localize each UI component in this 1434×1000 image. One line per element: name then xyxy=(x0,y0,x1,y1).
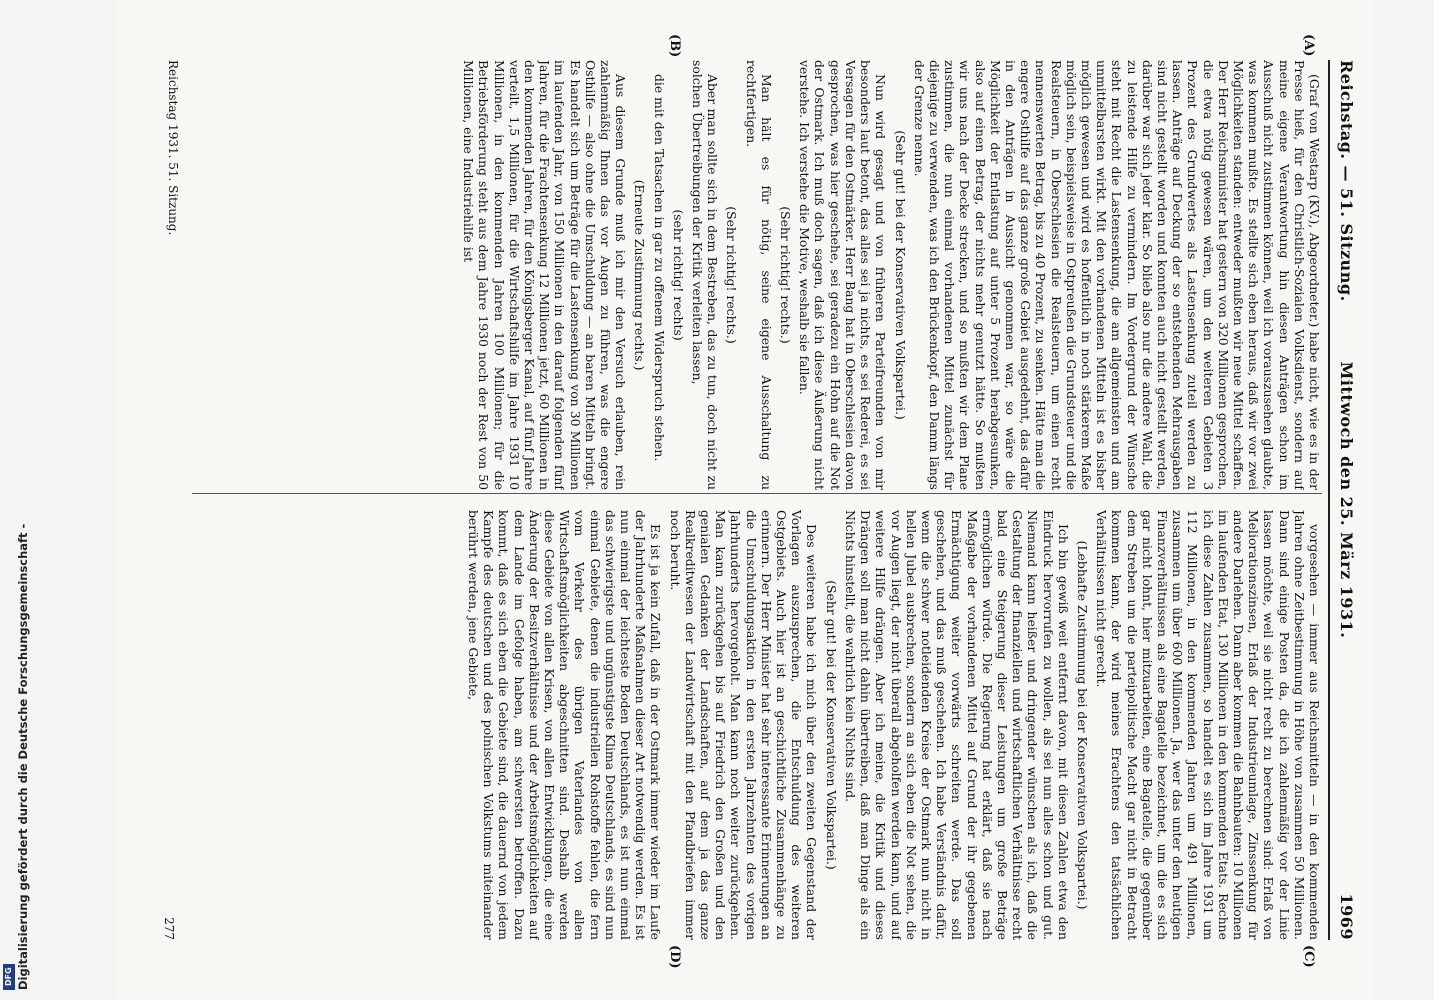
column-divider xyxy=(192,493,1322,494)
header-session: Reichstag. — 51. Sitzung. xyxy=(1337,60,1356,302)
dfg-logo-icon: DFG xyxy=(3,964,15,990)
interjection: (Lebhafte Zustimmung bei der Konservativen Volkspartei.) xyxy=(1074,540,1090,910)
paragraph: Ich bin gewiß weit entfernt davon, mit diesen Zahlen etwa den Eindruck hervorrufen zu wollen, als sei nun alles schon und gut. Niemand kann heißer und dringender wünschen als ich, daß die Gestaltung der finanziellen und wirtschaftlichen Verhältnisse recht bald eine Steigerung dieser Leistungen um große Beträge ermöglichen würde. Die Regierung hat erklärt, daß sie nach Maßgabe der vorhandenen Mittel auf Grund der ihr gegebenen Ermächtigung weiter vorwärts schreiten werde. Das soll geschehen, und das muß geschehen. Ich habe Verständnis dafür, wenn die schwer notleidenden Kreise der Ostmark nun nicht in hellen Jubel ausbrechen, sondern an sich eben die Not sehen, die vor Augen liegt, der nicht überall abgeholfen werden kann, und auf weitere Hilfe drängen. Aber ich meine, die Kritik und dieses Drängen soll man nicht dahin übertreiben, daß man Dinge als ein Nichts hinstellt, die wahrlich kein Nichts sind. xyxy=(842,510,1071,940)
paragraph: Des weiteren habe ich mich über den zweiten Gegenstand der Vorlagen auszusprechen, die Entschuldung des weiteren Ostgebiets. Auch hier ist an geschichtliche Zusammenhänge zu erinnern. Der Herr Minister hat sehr interessante Erinnerungen an die Umschuldungsaktion in den ersten Jahrzehnten des vorigen Jahrhunderts hervorgeholt. Man kann noch weiter zurückgehen. Man kann zurückgehen bis auf Friedrich den Großen und den genialen Gedanken der Landschaften, auf dem ja das ganze Realkreditwesen der Landwirtschaft mit den Pfandbriefen immer noch beruht. xyxy=(667,510,820,940)
footer-session: Reichstag 1931. 51. Sitzung. xyxy=(166,60,180,236)
right-column xyxy=(192,510,1322,940)
footer-sheet-number: 277 xyxy=(162,917,176,940)
document-page xyxy=(117,0,1372,1000)
interjection: (Sehr richtig! rechts.) xyxy=(778,206,794,344)
interjection: (Erneute Zustimmung rechts.) xyxy=(632,179,648,371)
page-header xyxy=(1332,60,1356,940)
left-column xyxy=(192,60,1322,490)
paragraph: Man hält es für nötig, seine eigene Ausschaltung zu rechtfertigen. xyxy=(743,60,774,490)
margin-mark-a: (A) xyxy=(1301,34,1316,57)
margin-mark-b: (B) xyxy=(667,34,682,58)
margin-mark-c: (C) xyxy=(1301,945,1316,968)
paragraph: die mit den Tatsachen in gar zu offenem Widerspruch stehen. xyxy=(651,74,667,462)
digitization-sidebar xyxy=(0,0,30,1000)
paragraph: Aber man sollte sich in dem Bestreben, das zu tun, doch nicht zu solchen Übertreibungen der Kritik verleiten lassen, xyxy=(690,60,721,490)
paragraph: Es ist ja kein Zufall, daß in der Ostmark immer wieder im Laufe der Jahrhunderte Maßnahmen dieser Art notwendig werden. Es ist nun einmal der leichteste Boden Deutschlands, es ist nun einmal das schwierigste und ungünstigste Klima Deutschlands, es sind nun einmal Gebiete, denen die industriellen Rohstoffe fehlen, die fern vom Verkehr des übrigen Vaterlandes von allen Wirtschaftsmöglichkeiten abgeschnitten sind. Deshalb werden diese Gebiete von allen Krisen, von allen Entwicklungen, die eine Änderung der Besitzverhältnisse und der Arbeitsmöglichkeiten auf dem Lande im Gefolge haben, am schwersten betroffen. Dazu kommt, daß es sich eben die Gebiete sind, die dauernd von jedem Kampfe des deutschen und des polnischen Volkstums miteinander berührt werden, jene Gebiete, xyxy=(466,510,664,940)
header-page-number: 1969 xyxy=(1337,893,1356,940)
header-rule xyxy=(1328,60,1330,940)
interjection: (Sehr richtig! rechts.) xyxy=(724,206,740,344)
interjection: (sehr richtig! rechts) xyxy=(670,209,686,341)
paragraph: (Graf von Westarp (KV.), Abgeordneter.) habe nicht, wie es in der Presse hieß, für den Christlich-Sozialen Volksdienst, sondern auf meine eigene Verantwortung hin diesen Anträgen schon im Ausschuß nicht zustimmen können, weil ich vorauszusehen glaubte, was kommen mußte. Es stellte sich eben heraus, daß wir vor zwei Möglichkeiten standen: entweder mußten wir neue Mittel schaffen. Der Herr Reichsminister hat gestern von 320 Millionen gesprochen, die etwa nötig gewesen wären, um den weiteren Gebieten 3 Prozent des Grundwertes als Lastensenkung zuteil werden zu lassen. Anträge auf Deckung der so entstehenden Mehrausgaben sind nicht gestellt worden und konnten auch nicht gestellt werden, darüber war sich jeder klar. So blieb also nur die andere Wahl, die zu leistende Hilfe zu vermindern. Im Vordergrund der Wünsche steht mit Recht die Lastensenkung, die am allgemeinsten und am unmittelbarsten wirkt. Mit den vorhandenen Mitteln ist es bisher möglich gewesen und wird es hoffentlich in noch stärkerem Maße möglich sein, beispielsweise in Ostpreußen die Grundsteuer und die Realsteuern, in Oberschlesien die Realsteuern, um einen recht nennenswerten Betrag, bis zu 40 Prozent, zu senken. Hätte man die engere Osthilfe auf das ganze große Gebiet ausgedehnt, das dafür in den Anträgen in Aussicht genommen war, so wäre die Möglichkeit der Entlastung auf unter 5 Prozent herabgesunken, also auf einen Betrag, der nichts mehr genutzt hätte. So mußten wir uns nach der Decke strecken, und so mußten wir dem Plane zustimmen, die nun einmal vorhandenen Mittel zunächst für diejenige zu verwenden, was ich den Brückenkopf, den Damm längs der Grenze nenne. xyxy=(911,60,1322,490)
margin-mark-d: (D) xyxy=(667,945,682,969)
interjection: (Sehr gut! bei der Konservativen Volkspartei.) xyxy=(823,580,839,870)
paragraph: vorgesehen — immer aus Reichsmitteln — in den kommenden Jahren ohne Zeitbestimmung in Höhe von zusammen 50 Millionen. Dann sind einige Posten da, die ich zahlenmäßig vor der Linie lassen möchte, weil sie nicht recht zu berechnen sind: Erlaß von Meliorationszinsen, Erlaß der Industrieumlage, Zinssenkung für andere Darlehen. Dann aber kommen die Bahnbauten: 10 Millionen im laufenden Etat, 130 Millionen in den kommenden Etats. Rechne ich diese Zahlen zusammen, so handelt es sich im Jahre 1931 um 112 Millionen, in den kommenden Jahren um 491 Millionen, zusammen um über 600 Millionen. Ja, wer das unter den heutigen Finanzverhältnissen als eine Bagatelle bezeichnet, um die es sich gar nicht lohnt, hier mitzuarbeiten, eine Bagatelle, die gegenüber dem Streben um die parteipolitische Macht gar nicht in Betracht kommen kann, der wird meines Erachtens den tatsächlichen Verhältnissen nicht gerecht. xyxy=(1094,510,1322,940)
dfg-caption: Digitalisierung gefördert durch die Deutsche Forschungsgemeinschaft - xyxy=(16,523,30,990)
header-date: Mittwoch den 25. März 1931. xyxy=(1337,361,1356,639)
paragraph: Nun wird gesagt und von früheren Parteifreunden von mir besonders laut betont, das alles sei ja nichts, es sei Rederei, es sei Versagen für den Ostmärker. Herr Bang hat in Oberschlesien davon gesprochen, was hier geschehe, sei geradezu ein Hohn auf die Not der Ostmark. Ich muß doch sagen, daß ich diese Äußerung nicht verstehe. Ich verstehe die Motive, weshalb sie fallen. xyxy=(797,60,889,490)
paragraph: Aus diesem Grunde muß ich mir den Versuch erlauben, rein zahlenmäßig Ihnen das vor Augen zu führen, was die engere Osthilfe — also ohne die Umschuldung — an baren Mitteln bringt. Es handelt sich um Beträge für die Lastensenkung von 30 Millionen im laufenden Jahr, von 150 Millionen in den darauf folgenden fünf Jahren, für die Frachtensenkung 12 Millionen jetzt, 60 Millionen in den kommenden Jahren, für den Königsberger Kanal, auf fünf Jahre verteilt, 1,5 Millionen, für die Wirtschaftshilfe im Jahre 1931 10 Millionen, in den kommenden Jahren 100 Millionen; für die Betriebsförderung steht aus dem Jahre 1930 noch der Rest von 50 Millionen, eine Industriehilfe ist xyxy=(461,60,629,490)
interjection: (Sehr gut! bei der Konservativen Volkspartei.) xyxy=(892,130,908,420)
